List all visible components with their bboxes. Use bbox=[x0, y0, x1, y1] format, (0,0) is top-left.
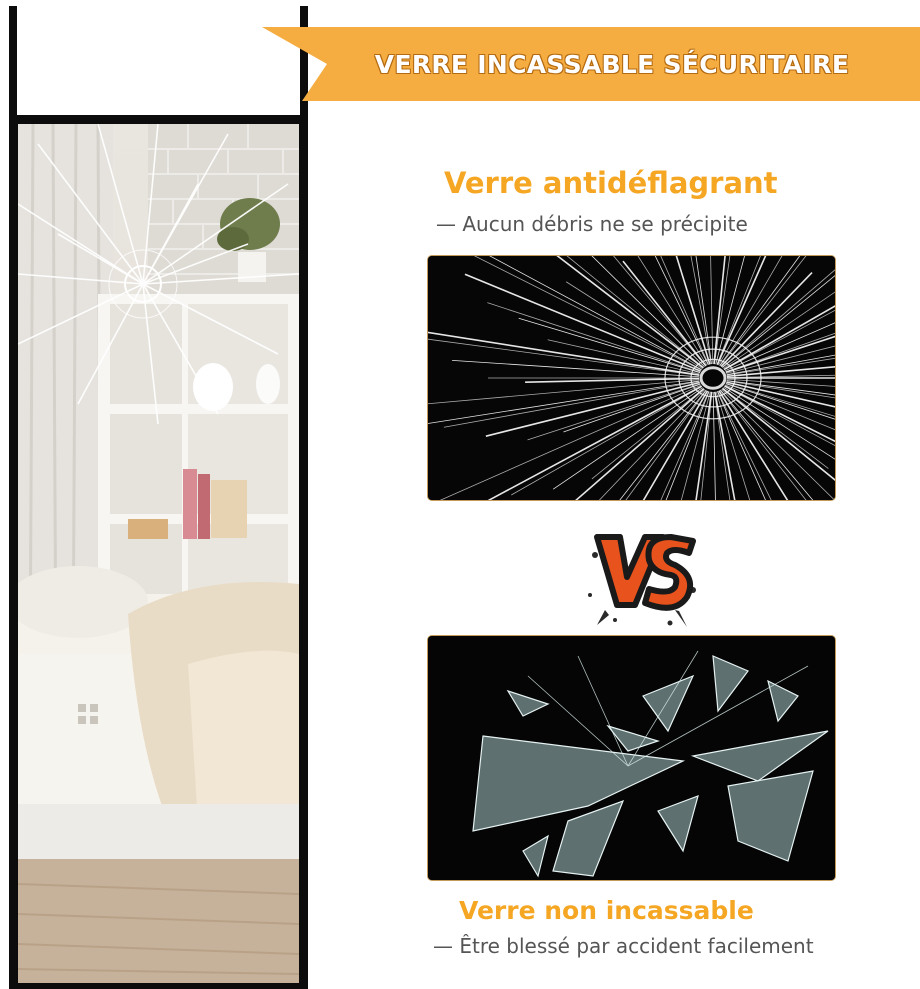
title-banner bbox=[262, 27, 920, 101]
normal-glass-subtitle: — Être blessé par accident facilement bbox=[433, 934, 814, 958]
mirror-hook-left bbox=[9, 6, 17, 124]
normal-glass-image bbox=[428, 636, 835, 880]
safe-glass-subtitle: — Aucun débris ne se précipite bbox=[436, 212, 748, 236]
versus-icon bbox=[575, 515, 705, 635]
room-reflection-illustration bbox=[18, 124, 299, 983]
banner-title: VERRE INCASSABLE SÉCURITAIRE bbox=[374, 49, 850, 79]
door-mirror-image bbox=[9, 115, 308, 989]
mirror-reflection bbox=[18, 124, 299, 983]
safe-glass-title: Verre antidéflagrant bbox=[444, 166, 778, 200]
normal-glass-title: Verre non incassable bbox=[459, 896, 754, 925]
safe-glass-image bbox=[428, 256, 835, 500]
svg-text:VS: VS bbox=[639, 625, 641, 626]
